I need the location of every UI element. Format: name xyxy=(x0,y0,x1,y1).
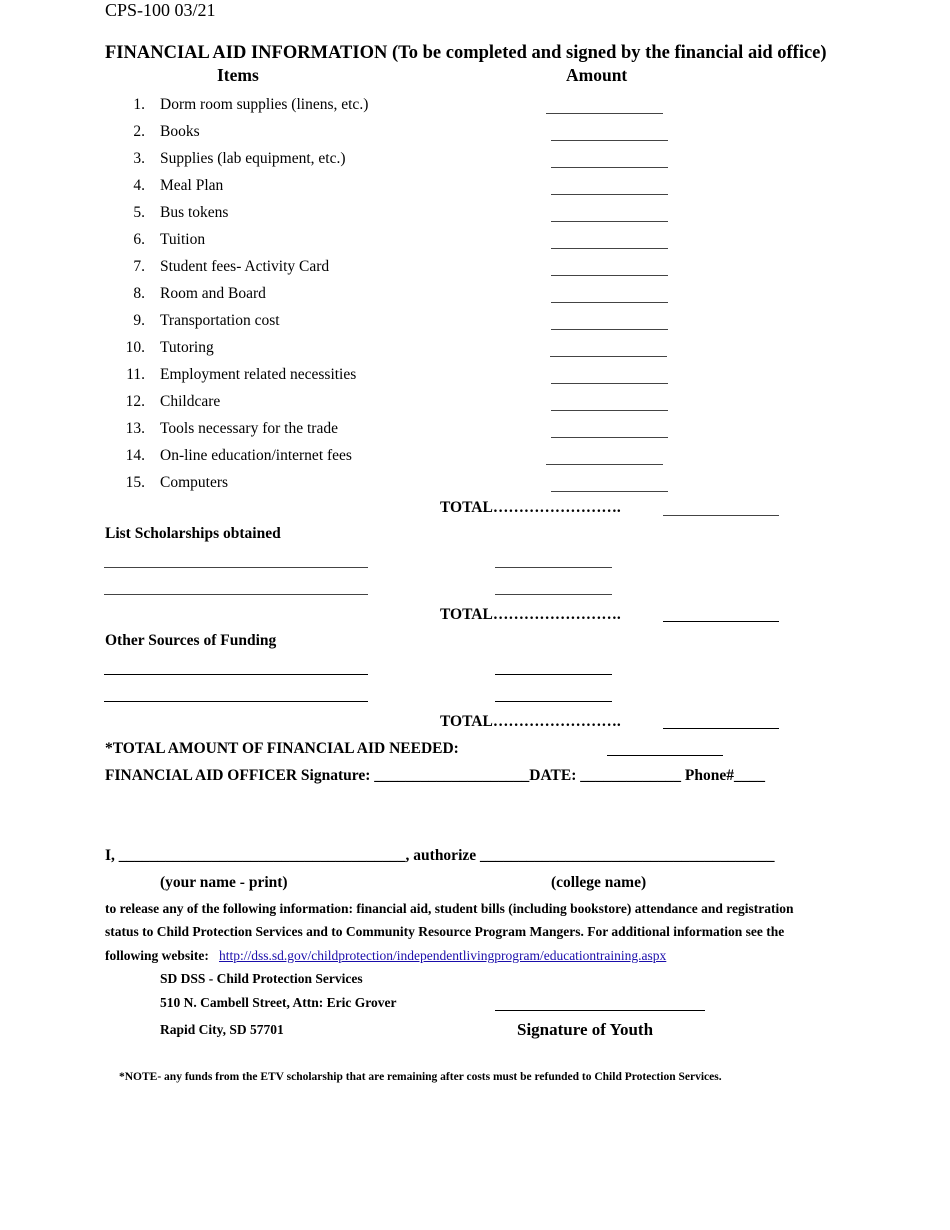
item-number: 4. xyxy=(133,177,145,194)
youth-signature-field[interactable] xyxy=(495,1010,705,1011)
address-line: Rapid City, SD 57701 xyxy=(160,1022,284,1037)
other-sources-total-field[interactable] xyxy=(663,728,779,729)
amount-field[interactable] xyxy=(551,302,668,303)
funding-source-name-field[interactable] xyxy=(104,701,368,702)
item-number: 6. xyxy=(133,231,145,248)
amount-field[interactable] xyxy=(550,356,667,357)
scholarships-heading: List Scholarships obtained xyxy=(105,525,281,542)
amount-field[interactable] xyxy=(551,437,668,438)
other-sources-total-label: TOTAL……………………. xyxy=(440,713,621,730)
authorization-text-line xyxy=(105,944,666,968)
list-item xyxy=(0,123,950,147)
amount-field[interactable] xyxy=(551,410,668,411)
items-total-field[interactable] xyxy=(663,515,779,516)
item-label: Books xyxy=(160,123,200,140)
list-item xyxy=(0,96,950,120)
amount-field[interactable] xyxy=(551,221,668,222)
list-item xyxy=(0,312,950,336)
amount-field[interactable] xyxy=(546,464,663,465)
funding-source-amount-field[interactable] xyxy=(495,674,612,675)
address-line: 510 N. Cambell Street, Attn: Eric Grover xyxy=(160,995,397,1010)
item-number: 5. xyxy=(133,204,145,221)
amount-field[interactable] xyxy=(551,167,668,168)
total-needed-label: *TOTAL AMOUNT OF FINANCIAL AID NEEDED: xyxy=(105,740,459,757)
item-number: 7. xyxy=(133,258,145,275)
list-item xyxy=(0,420,950,444)
scholarship-amount-field[interactable] xyxy=(495,594,612,595)
item-number: 13. xyxy=(125,420,145,437)
list-item xyxy=(0,285,950,309)
item-label: Bus tokens xyxy=(160,204,229,221)
item-label: Employment related necessities xyxy=(160,366,357,383)
officer-date-field[interactable]: DATE: _____________ xyxy=(529,767,681,784)
amount-field[interactable] xyxy=(551,275,668,276)
amount-field[interactable] xyxy=(551,194,668,195)
item-number: 14. xyxy=(125,447,145,464)
list-item xyxy=(0,339,950,363)
scholarships-total-label: TOTAL……………………. xyxy=(440,606,621,623)
scholarship-name-field[interactable] xyxy=(104,594,368,595)
authorization-line[interactable]: I, _____________________________________, authorize ______________________________________ xyxy=(105,847,775,864)
amount-field[interactable] xyxy=(551,383,668,384)
amount-column-header: Amount xyxy=(566,65,628,85)
officer-signature-field[interactable]: FINANCIAL AID OFFICER Signature: ____________________ xyxy=(105,767,530,784)
item-number: 9. xyxy=(133,312,145,329)
item-number: 8. xyxy=(133,285,145,302)
list-item xyxy=(0,150,950,174)
item-label: Meal Plan xyxy=(160,177,224,194)
item-label: Transportation cost xyxy=(160,312,280,329)
item-number: 12. xyxy=(125,393,145,410)
list-item xyxy=(0,258,950,282)
item-label: On-line education/internet fees xyxy=(160,447,352,464)
address-line: SD DSS - Child Protection Services xyxy=(160,971,363,986)
amount-field[interactable] xyxy=(551,329,668,330)
list-item xyxy=(0,366,950,390)
page-title: FINANCIAL AID INFORMATION (To be completed and signed by the financial aid office) xyxy=(105,43,827,63)
website-prefix: following website: xyxy=(105,948,209,963)
item-label: Tutoring xyxy=(160,339,214,356)
list-item xyxy=(0,231,950,255)
form-code: CPS-100 03/21 xyxy=(105,0,216,20)
officer-signature-row xyxy=(105,767,765,785)
amount-field[interactable] xyxy=(551,140,668,141)
amount-field[interactable] xyxy=(551,491,668,492)
college-caption: (college name) xyxy=(551,874,647,891)
funding-source-name-field[interactable] xyxy=(104,674,368,675)
list-item xyxy=(0,177,950,201)
total-needed-field[interactable] xyxy=(607,755,723,756)
youth-signature-label: Signature of Youth xyxy=(517,1020,654,1039)
item-number: 1. xyxy=(133,96,145,113)
scholarships-total-field[interactable] xyxy=(663,621,779,622)
item-label: Student fees- Activity Card xyxy=(160,258,330,275)
education-training-link[interactable]: http://dss.sd.gov/childprotection/independentlivingprogram/educationtraining.aspx xyxy=(219,948,667,963)
authorization-text-line: status to Child Protection Services and to Community Resource Program Mangers. For additional information see the xyxy=(105,924,785,939)
item-label: Supplies (lab equipment, etc.) xyxy=(160,150,346,167)
items-column-header: Items xyxy=(217,65,259,85)
list-item xyxy=(0,204,950,228)
items-total-label: TOTAL……………………. xyxy=(440,499,621,516)
amount-field[interactable] xyxy=(546,113,663,114)
item-number: 3. xyxy=(133,150,145,167)
name-caption: (your name - print) xyxy=(160,874,288,891)
item-number: 11. xyxy=(126,366,145,383)
item-label: Room and Board xyxy=(160,285,266,302)
item-label: Tools necessary for the trade xyxy=(160,420,338,437)
item-number: 15. xyxy=(125,474,145,491)
item-label: Dorm room supplies (linens, etc.) xyxy=(160,96,369,113)
amount-field[interactable] xyxy=(551,248,668,249)
item-number: 2. xyxy=(133,123,145,140)
list-item xyxy=(0,447,950,471)
authorization-text-line: to release any of the following information: financial aid, student bills (including bookstore) attendance and registration xyxy=(105,901,794,916)
item-label: Tuition xyxy=(160,231,206,248)
funding-source-amount-field[interactable] xyxy=(495,701,612,702)
item-label: Childcare xyxy=(160,393,221,410)
item-label: Computers xyxy=(160,474,229,491)
list-item xyxy=(0,474,950,498)
other-sources-heading: Other Sources of Funding xyxy=(105,632,277,649)
scholarship-amount-field[interactable] xyxy=(495,567,612,568)
list-item xyxy=(0,393,950,417)
scholarship-name-field[interactable] xyxy=(104,567,368,568)
refund-note: *NOTE- any funds from the ETV scholarship that are remaining after costs must be refunded to Child Protection Services. xyxy=(119,1071,722,1083)
officer-phone-field[interactable]: Phone#____ xyxy=(684,767,765,784)
item-number: 10. xyxy=(125,339,145,356)
